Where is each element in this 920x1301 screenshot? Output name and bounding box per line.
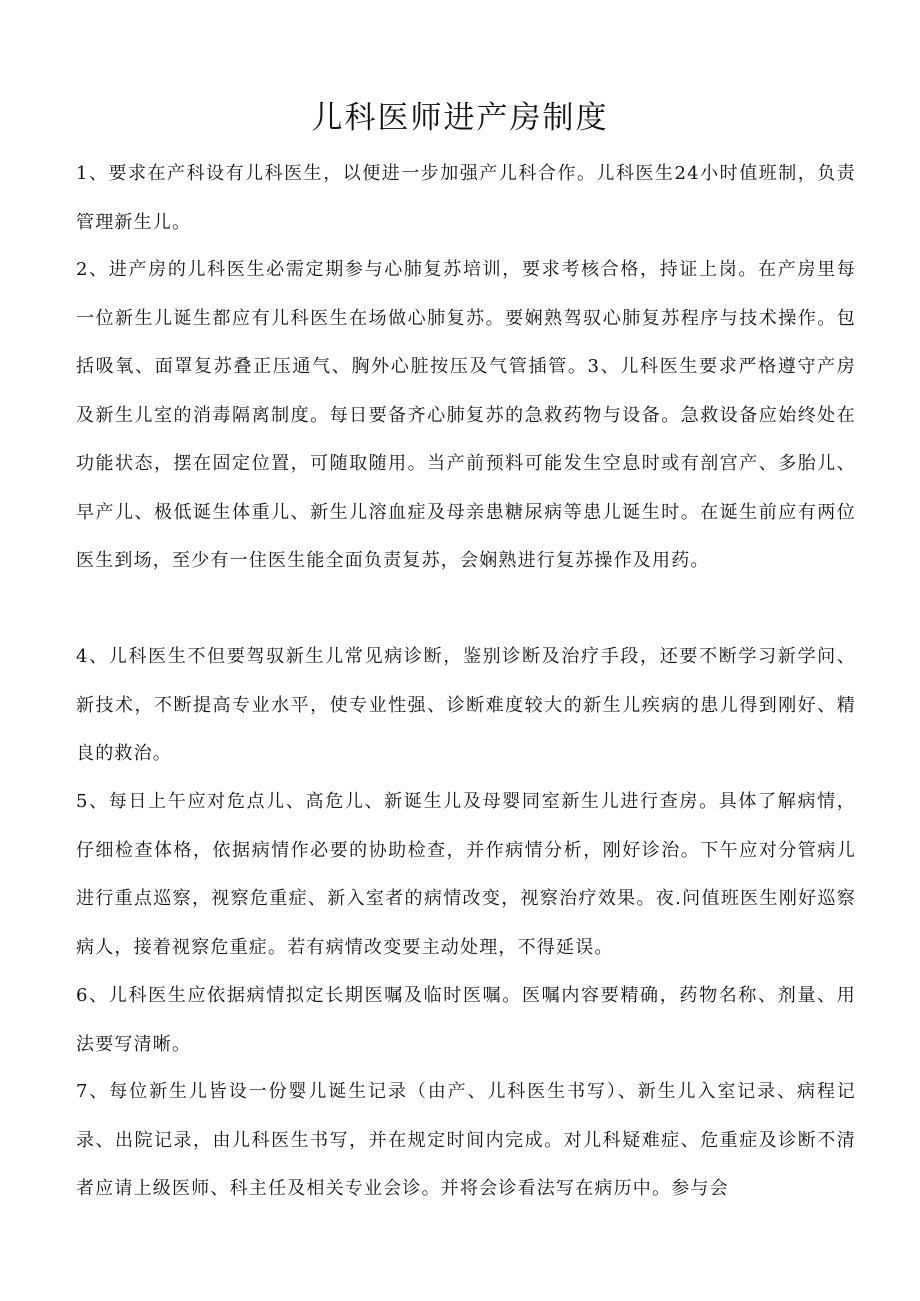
paragraph-1: 1、要求在产科设有儿科医生，以便进一步加强产儿科合作。儿科医生24小时值班制，负责管理新生儿。 [76,163,856,233]
paragraph-2: 2、进产房的儿科医生必需定期参与心肺复苏培训，要求考核合格，持证上岗。在产房里每一位新生儿诞生都应有儿科医生在场做心肺复苏。要娴熟驾驭心肺复苏程序与技术操作。包括吸氧、面罩复苏叠正压通气、胸外心脏按压及气管插管。3、儿科医生要求严格遵守产房及新生儿室的消毒隔离制度。每日要备齐心肺复苏的急救药物与设备。急救设备应始终处在功能状态，摆在固定位置，可随取随用。当产前预料可能发生空息时或有剖宫产、多胎儿、早产儿、极低诞生体重儿、新生儿溶血症及母亲患糖尿病等患儿诞生时。在诞生前应有两位医生到场，至少有一住医生能全面负责复苏，会娴熟进行复苏操作及用药。 [76,259,856,571]
document-title: 儿科医师进产房制度 [311,100,609,136]
paragraph-6: 6、儿科医生应依据病情拟定长期医嘱及临时医嘱。医嘱内容要精确，药物名称、剂量、用法要写清晰。 [76,985,856,1055]
paragraph-7: 7、每位新生儿皆设一份婴儿诞生记录（由产、儿科医生书写）、新生儿入室记录、病程记录、出院记录，由儿科医生书写，并在规定时间内完成。对儿科疑难症、危重症及诊断不清者应请上级医师、科主任及相关专业会诊。并将会诊看法写在病历中。参与会 [76,1081,856,1199]
paragraph-4: 4、儿科医生不但要驾驭新生儿常见病诊断，鉴别诊断及治疗手段，还要不断学习新学问、新技术，不断提高专业水平，使专业性强、诊断难度较大的新生儿疾病的患儿得到刚好、精良的救治。 [76,646,856,764]
paragraph-5: 5、每日上午应对危点儿、高危儿、新诞生儿及母婴同室新生儿进行查房。具体了解病情，仔细检查体格，依据病情作必要的协助检查，并作病情分析，刚好诊治。下午应对分管病儿进行重点巡察，视察危重症、新入室者的病情改变，视察治疗效果。夜.问值班医生刚好巡察病人，接着视察危重症。若有病情改变要主动处理，不得延误。 [76,791,856,958]
